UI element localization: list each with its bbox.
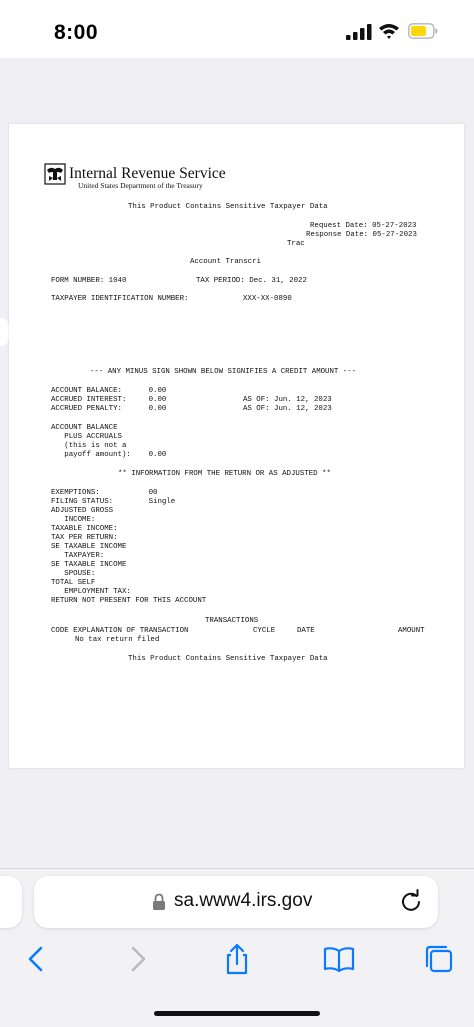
request-date: Request Date: 05-27-2023	[310, 222, 417, 230]
chevron-left-icon[interactable]	[20, 942, 54, 976]
irs-title: Internal Revenue Service	[69, 165, 226, 182]
account-balance: ACCOUNT BALANCE: 0.00	[51, 387, 167, 395]
share-icon[interactable]	[220, 942, 254, 976]
irs-eagle-logo-icon	[44, 163, 66, 185]
previous-tab-peek[interactable]	[0, 876, 22, 928]
cellular-signal-icon	[346, 24, 372, 40]
credit-amount-note: --- ANY MINUS SIGN SHOWN BELOW SIGNIFIES A CREDIT AMOUNT ---	[90, 368, 357, 376]
form-number: FORM NUMBER: 1040	[51, 277, 127, 285]
lock-icon	[152, 893, 166, 911]
document-title: Account Transcri	[190, 258, 261, 266]
status-time: 8:00	[54, 21, 99, 44]
tin-value: XXX-XX-0890	[243, 295, 292, 303]
interest-as-of: AS OF: Jun. 12, 2023	[243, 396, 332, 404]
return-info-block: EXEMPTIONS: 00 FILING STATUS: Single ADJUSTED GROSS INCOME: TAXABLE INCOME: TAX PER RETURN: SE TAXABLE INCOME TAXPAYER: SE TAXABLE INCOME SPOUSE: TOTAL SELF EMPLOYMENT TAX: RETURN NOT PRESENT FOR THIS ACCOUNT	[51, 489, 207, 605]
url-text[interactable]: sa.www4.irs.gov	[174, 890, 313, 911]
battery-icon	[408, 23, 438, 39]
wifi-icon	[378, 22, 400, 40]
book-icon[interactable]	[322, 942, 356, 976]
tax-period: TAX PERIOD: Dec. 31, 2022	[196, 277, 307, 285]
tx-col-cycle: CYCLE	[253, 627, 276, 635]
tx-no-return: No tax return filed	[75, 636, 160, 644]
chevron-right-icon[interactable]	[120, 942, 154, 976]
transactions-heading: TRANSACTIONS	[205, 617, 259, 625]
tracking-number: Trac	[287, 240, 305, 248]
penalty-as-of: AS OF: Jun. 12, 2023	[243, 405, 332, 413]
tx-col-code: CODE EXPLANATION OF TRANSACTION	[51, 627, 189, 635]
tin-label: TAXPAYER IDENTIFICATION NUMBER:	[51, 295, 189, 303]
status-bar	[0, 0, 474, 58]
tabs-icon[interactable]	[422, 942, 456, 976]
balance-plus-accruals: ACCOUNT BALANCE PLUS ACCRUALS (this is not a payoff amount): 0.00	[51, 424, 167, 459]
reload-icon[interactable]	[399, 889, 423, 913]
home-indicator	[154, 1011, 320, 1016]
return-info-heading: ** INFORMATION FROM THE RETURN OR AS ADJUSTED **	[118, 470, 331, 478]
sensitive-data-notice-bottom: This Product Contains Sensitive Taxpayer Data	[128, 655, 328, 663]
accrued-interest: ACCRUED INTEREST: 0.00	[51, 396, 167, 404]
response-date: Response Date: 05-27-2023	[306, 231, 417, 239]
tx-col-date: DATE	[297, 627, 315, 635]
accrued-penalty: ACCRUED PENALTY: 0.00	[51, 405, 167, 413]
sensitive-data-notice-top: This Product Contains Sensitive Taxpayer Data	[128, 203, 328, 211]
tx-col-amount: AMOUNT	[398, 627, 425, 635]
irs-subtitle: United States Department of the Treasury	[78, 181, 203, 190]
